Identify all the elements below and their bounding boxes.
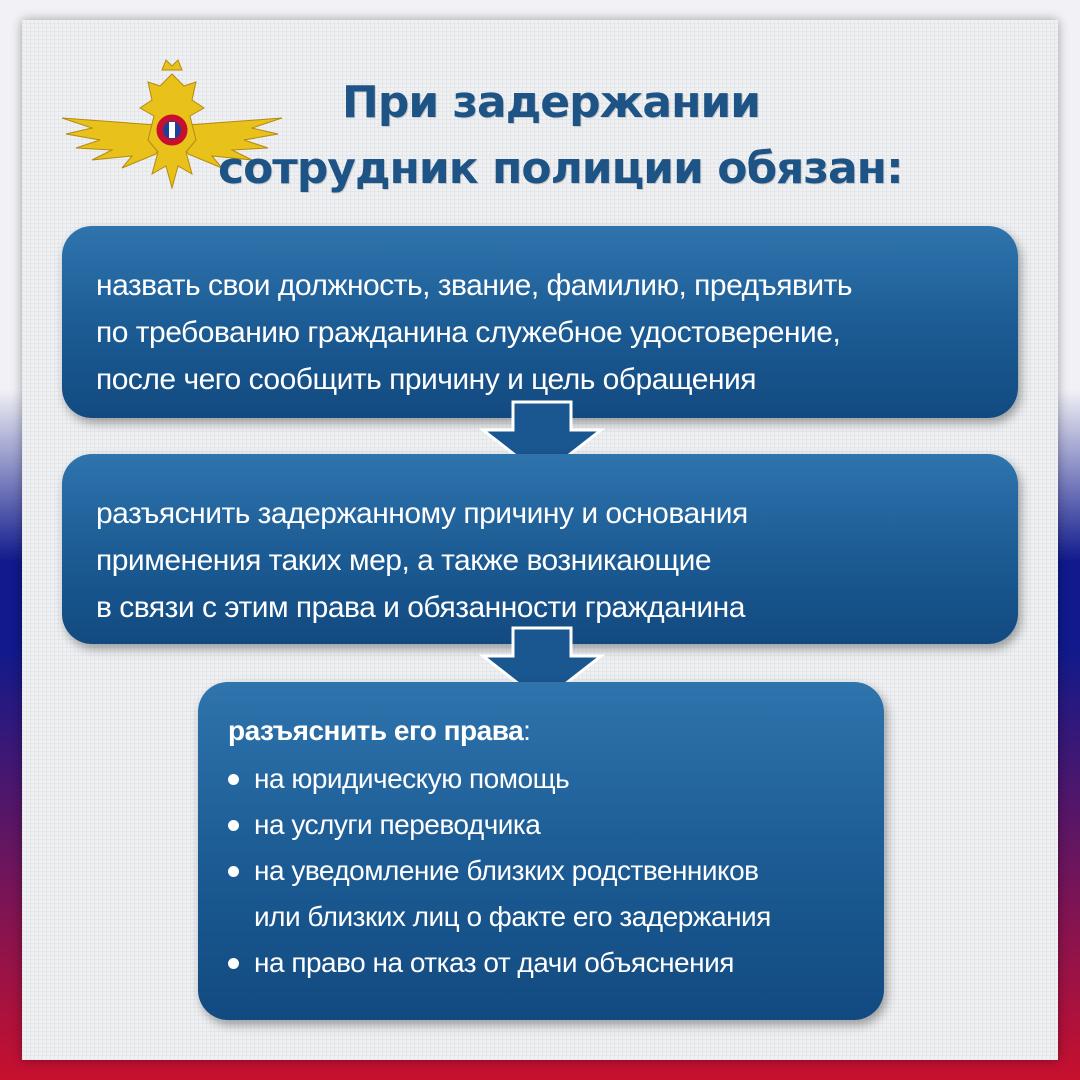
list-item xyxy=(228,848,858,940)
list-item xyxy=(228,940,858,986)
text-line: применения таких мер, а также возникающие xyxy=(96,544,712,577)
list-item-text: или близких лиц о факте его задержания xyxy=(254,901,771,932)
rights-list xyxy=(228,756,858,986)
list-item xyxy=(228,756,858,802)
rights-box xyxy=(198,682,884,1020)
list-item-text: на услуги переводчика xyxy=(254,809,541,840)
page-title xyxy=(218,70,978,202)
text-line: назвать свои должность, звание, фамилию, предъявить xyxy=(96,269,853,302)
rights-heading-colon: : xyxy=(523,715,531,746)
text-line: по требованию гражданина служебное удостоверение, xyxy=(96,316,841,349)
step-2-text xyxy=(96,490,992,631)
step-box-1 xyxy=(62,226,1018,418)
text-line: разъяснить задержанному причину и основания xyxy=(96,497,748,530)
title-line-1: При задержании xyxy=(342,77,761,128)
rights-heading-label: разъяснить его права xyxy=(228,715,524,746)
title-line-2: сотрудник полиции обязан: xyxy=(218,143,903,194)
rights-text xyxy=(228,708,858,986)
list-item-text: на уведомление близких родственников xyxy=(254,855,759,886)
step-1-text xyxy=(96,262,992,403)
text-line: после чего сообщить причину и цель обращения xyxy=(96,363,757,396)
text-line: в связи с этим права и обязанности гражданина xyxy=(96,591,745,624)
list-item-text: на право на отказ от дачи объяснения xyxy=(254,947,734,978)
list-item xyxy=(228,802,858,848)
rights-heading xyxy=(228,708,858,754)
step-box-2 xyxy=(62,454,1018,644)
list-item-text: на юридическую помощь xyxy=(254,763,570,794)
